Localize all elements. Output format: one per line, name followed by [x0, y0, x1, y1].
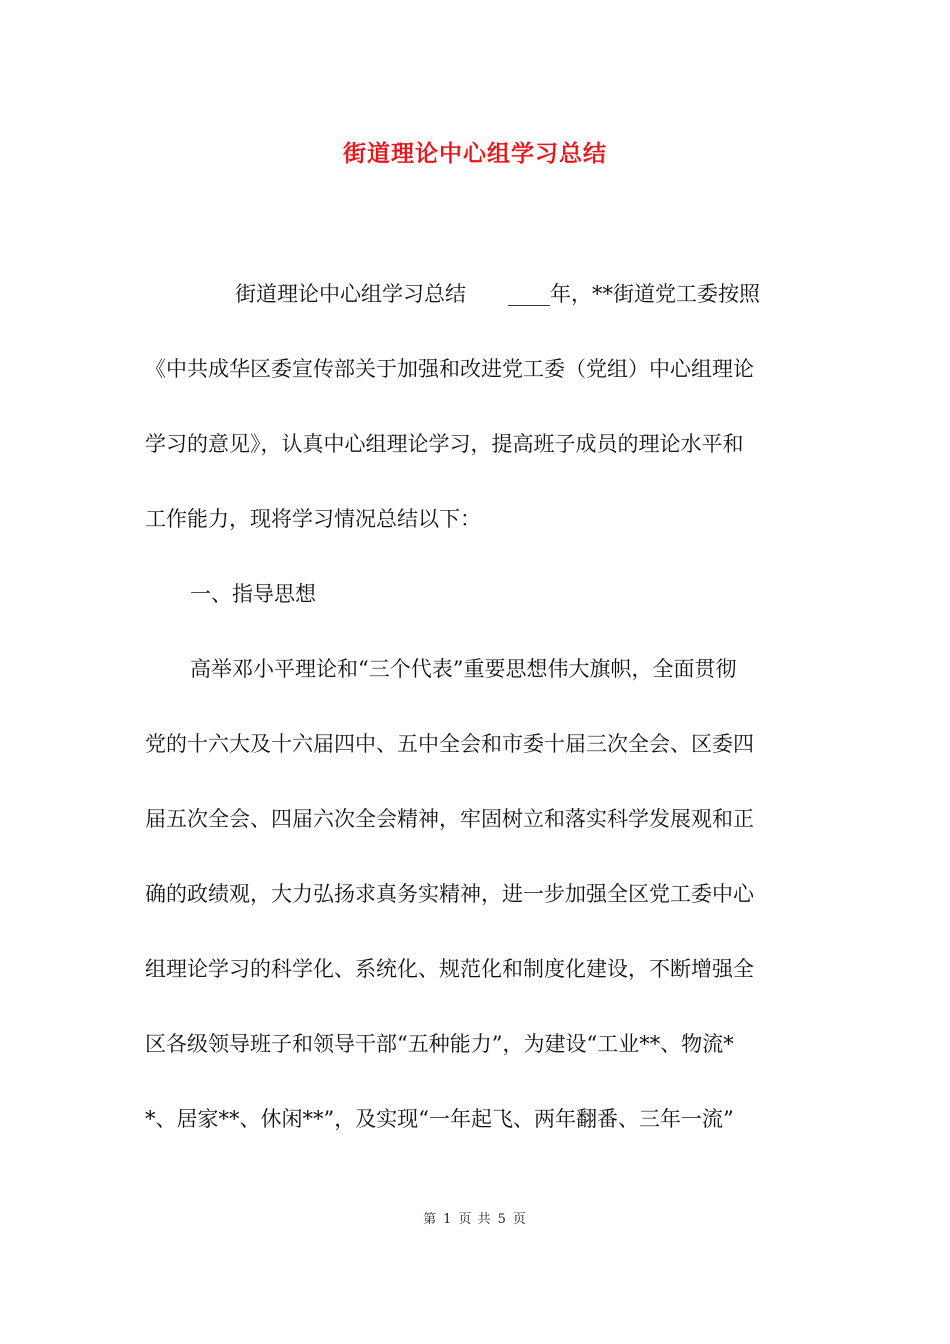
footer-middle: 页 共 [458, 1212, 492, 1227]
section-heading: 一、指导思想 [190, 582, 316, 606]
footer-total-pages: 5 [497, 1212, 507, 1227]
paragraph-line-11: 区各级领导班子和领导干部“五种能力”，为建设“工业**、物流* [145, 1032, 734, 1056]
footer-suffix: 页 [512, 1212, 527, 1227]
footer-prefix: 第 [423, 1212, 438, 1227]
footer-current-page: 1 [443, 1212, 453, 1227]
intro-blank: ____ [508, 282, 550, 306]
page-footer [0, 1208, 950, 1227]
paragraph-line-4: 工作能力，现将学习情况总结以下： [145, 507, 481, 531]
paragraph-line-7: 党的十六大及十六届四中、五中全会和市委十届三次全会、区委四 [145, 732, 754, 756]
paragraph-line-12: *、居家**、休闲**”，及实现“一年起飞、两年翻番、三年一流” [145, 1107, 734, 1131]
intro-tail-text: 年，**街道党工委按照 [550, 282, 760, 306]
paragraph-line-10: 组理论学习的科学化、系统化、规范化和制度化建设，不断增强全 [145, 957, 754, 981]
paragraph-line-6: 高举邓小平理论和“三个代表”重要思想伟大旗帜，全面贯彻 [190, 657, 737, 681]
paragraph-line-8: 届五次全会、四届六次全会精神，牢固树立和落实科学发展观和正 [145, 807, 754, 831]
paragraph-line-3: 学习的意见》，认真中心组理论学习，提高班子成员的理论水平和 [145, 432, 744, 456]
paragraph-line-9: 确的政绩观，大力弘扬求真务实精神，进一步加强全区党工委中心 [145, 882, 754, 906]
intro-lead-text: 街道理论中心组学习总结 [235, 282, 466, 306]
document-body [145, 275, 810, 1175]
paragraph-line-1 [145, 275, 810, 350]
paragraph-line-2: 《中共成华区委宣传部关于加强和改进党工委（党组）中心组理论 [145, 357, 754, 381]
document-title: 街道理论中心组学习总结 [343, 140, 607, 167]
